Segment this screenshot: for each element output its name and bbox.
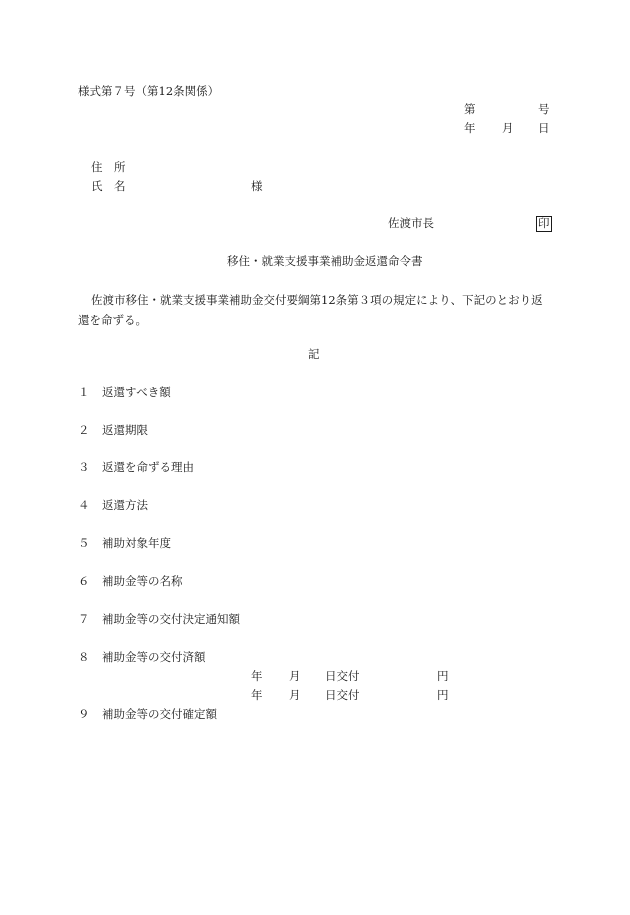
seal-mark: 印 — [538, 216, 550, 230]
delivery-day: 日交付 — [325, 688, 360, 702]
delivery-day: 日交付 — [325, 669, 360, 683]
item-label: 補助金等の交付済額 — [102, 650, 206, 664]
item-label: 返還すべき額 — [102, 385, 171, 399]
item-number: ５ — [78, 536, 90, 550]
delivery-month: 月 — [289, 669, 301, 683]
item-3 — [78, 462, 194, 474]
delivery-yen: 円 — [437, 688, 449, 702]
item-9 — [78, 709, 217, 721]
body-paragraph: 佐渡市移住・就業支援事業補助金交付要綱第12条第３項の規定により、下記のとおり返還を命ずる。 — [78, 293, 543, 327]
doc-number-suffix: 号 — [538, 102, 550, 116]
item-5 — [78, 538, 171, 550]
delivery-yen: 円 — [437, 669, 449, 683]
recipient-honorific: 様 — [251, 179, 263, 193]
recipient-name-label: 氏 名 — [91, 179, 126, 193]
note-heading: 記 — [308, 347, 320, 361]
delivery-year: 年 — [251, 688, 263, 702]
date-year: 年 — [464, 121, 476, 135]
item-2 — [78, 425, 148, 437]
item-label: 補助金等の交付決定通知額 — [102, 612, 240, 626]
item-4 — [78, 500, 148, 512]
item-label: 補助金等の名称 — [102, 574, 183, 588]
item-1 — [78, 387, 171, 399]
item-label: 補助金等の交付確定額 — [102, 707, 217, 721]
item-8 — [78, 652, 206, 664]
item-label: 返還方法 — [102, 498, 148, 512]
item-number: ７ — [78, 612, 90, 626]
item-label: 返還期限 — [102, 423, 148, 437]
date-month: 月 — [502, 121, 514, 135]
date-day: 日 — [538, 121, 550, 135]
doc-number-prefix: 第 — [464, 102, 476, 116]
recipient-address-label: 住 所 — [91, 160, 126, 174]
item-number: １ — [78, 385, 90, 399]
item-number: ８ — [78, 650, 90, 664]
form-label: 様式第７号（第12条関係） — [78, 84, 220, 98]
item-number: ４ — [78, 498, 90, 512]
item-label: 返還を命ずる理由 — [102, 460, 194, 474]
delivery-month: 月 — [289, 688, 301, 702]
delivery-year: 年 — [251, 669, 263, 683]
item-label: 補助対象年度 — [102, 536, 171, 550]
item-number: ６ — [78, 574, 90, 588]
item-number: ３ — [78, 460, 90, 474]
item-number: ９ — [78, 707, 90, 721]
item-7 — [78, 614, 240, 626]
issuer-name: 佐渡市長 — [388, 216, 434, 230]
item-6 — [78, 576, 183, 588]
document-title: 移住・就業支援事業補助金返還命令書 — [227, 254, 423, 268]
item-number: ２ — [78, 423, 90, 437]
